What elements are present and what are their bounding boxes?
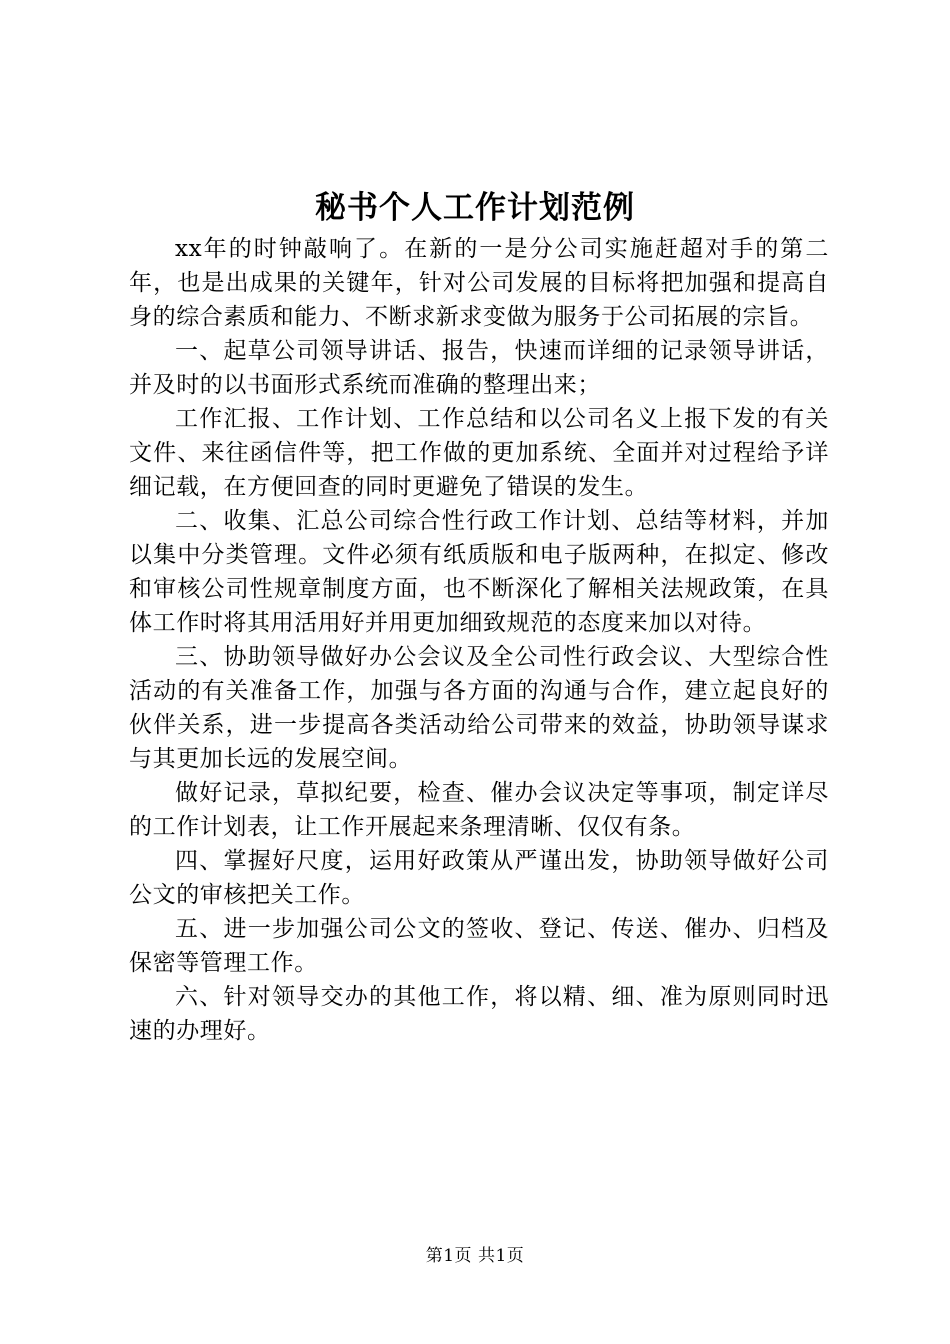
paragraph-item-5: 五、进一步加强公司公文的签收、登记、传送、催办、归档及保密等管理工作。 (129, 916, 829, 976)
paragraph-item-3: 三、协助领导做好办公会议及全公司性行政会议、大型综合性活动的有关准备工作，加强与各方面的沟通与合作，建立起良好的伙伴关系，进一步提高各类活动给公司带来的效益，协助领导谋求与其更加长远的发展空间。 (129, 644, 829, 772)
paragraph-item-4: 四、掌握好尺度，运用好政策从严谨出发，协助领导做好公司公文的审核把关工作。 (129, 848, 829, 908)
paragraph-item-6: 六、针对领导交办的其他工作，将以精、细、准为原则同时迅速的办理好。 (129, 984, 829, 1044)
page-footer: 第1页 共1页 (425, 1246, 525, 1266)
paragraph-item-2: 二、收集、汇总公司综合性行政工作计划、总结等材料，并加以集中分类管理。文件必须有纸质版和电子版两种，在拟定、修改和审核公司性规章制度方面，也不断深化了解相关法规政策，在具体工作时将其用活用好并用更加细致规范的态度来加以对待。 (129, 508, 829, 636)
document-title: 秘书个人工作计划范例 (315, 190, 635, 226)
paragraph-item-1: 一、起草公司领导讲话、报告，快速而详细的记录领导讲话，并及时的以书面形式系统而准确的整理出来； (129, 338, 829, 398)
paragraph-item-3-detail: 做好记录，草拟纪要，检查、催办会议决定等事项，制定详尽的工作计划表，让工作开展起来条理清晰、仅仅有条。 (129, 780, 829, 840)
document-body (129, 232, 829, 1048)
paragraph-intro: xx年的时钟敲响了。在新的一是分公司实施赶超对手的第二年，也是出成果的关键年，针对公司发展的目标将把加强和提高自身的综合素质和能力、不断求新求变做为服务于公司拓展的宗旨。 (129, 236, 829, 330)
paragraph-item-1-detail: 工作汇报、工作计划、工作总结和以公司名义上报下发的有关文件、来往函信件等，把工作做的更加系统、全面并对过程给予详细记载，在方便回查的同时更避免了错误的发生。 (129, 406, 829, 500)
